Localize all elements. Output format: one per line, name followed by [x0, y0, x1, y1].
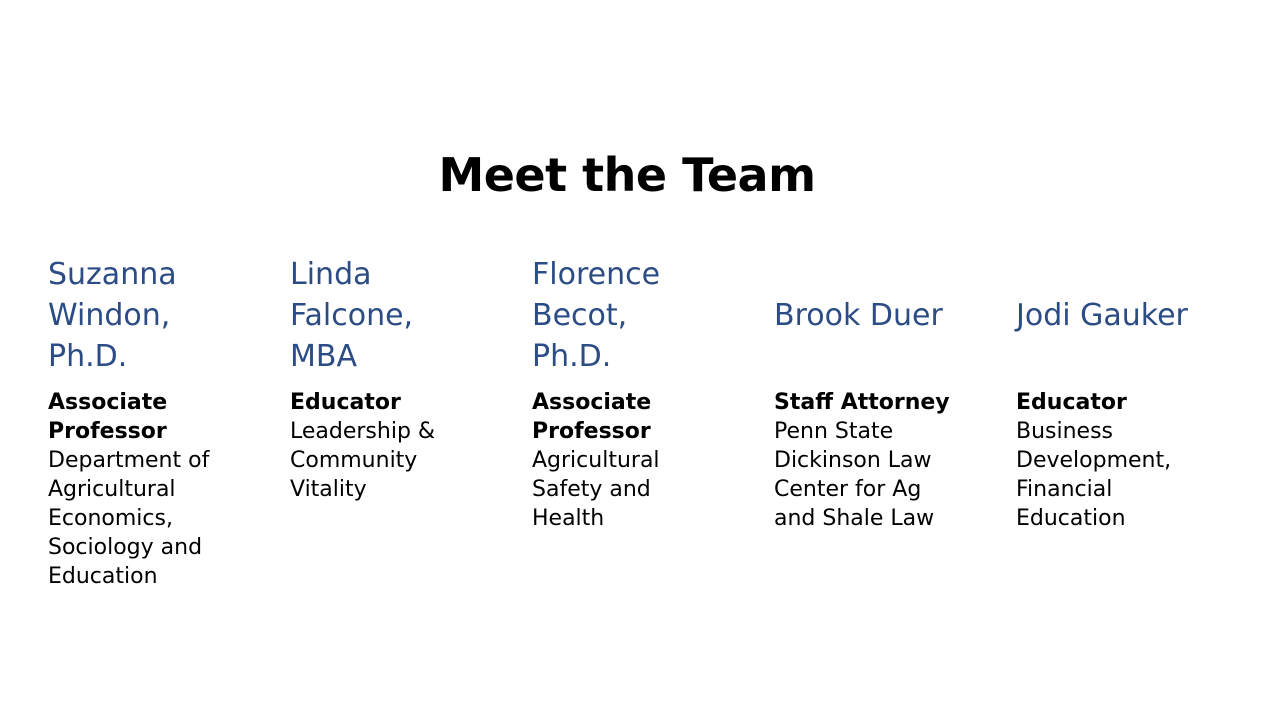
name-box	[1016, 250, 1241, 380]
member-detail: Penn State Dickinson Law Center for Ag and Shale Law	[774, 419, 935, 531]
name-box	[532, 250, 757, 380]
member-name: Jodi Gauker	[1016, 297, 1188, 333]
team-member-suzanna-windon	[48, 250, 273, 591]
team-member-jodi-gauker	[1016, 250, 1241, 533]
member-name: Linda Falcone, MBA	[290, 256, 414, 374]
member-detail: Leadership & Community Vitality	[290, 419, 436, 502]
name-box	[774, 250, 999, 380]
member-role: Staff Attorney	[774, 390, 950, 415]
member-role: Educator	[290, 390, 401, 415]
member-name: Florence Becot, Ph.D.	[532, 256, 661, 374]
member-info	[1016, 388, 1241, 533]
member-role: Educator	[1016, 390, 1127, 415]
member-info	[48, 388, 273, 591]
slide-title: Meet the Team	[438, 148, 816, 202]
team-member-brook-duer	[774, 250, 999, 533]
member-detail: Business Development, Financial Education	[1016, 419, 1172, 531]
member-name: Brook Duer	[774, 297, 943, 333]
team-member-linda-falcone	[290, 250, 515, 504]
member-role: Associate Professor	[532, 390, 652, 444]
name-box	[290, 250, 515, 380]
member-detail: Department of Agricultural Economics, Sociology and Education	[48, 448, 210, 589]
member-role: Associate Professor	[48, 390, 168, 444]
member-name: Suzanna Windon, Ph.D.	[48, 256, 177, 374]
name-box	[48, 250, 273, 380]
member-detail: Agricultural Safety and Health	[532, 448, 660, 531]
member-info	[532, 388, 757, 533]
member-info	[774, 388, 999, 533]
team-member-florence-becot	[532, 250, 757, 533]
member-info	[290, 388, 515, 504]
